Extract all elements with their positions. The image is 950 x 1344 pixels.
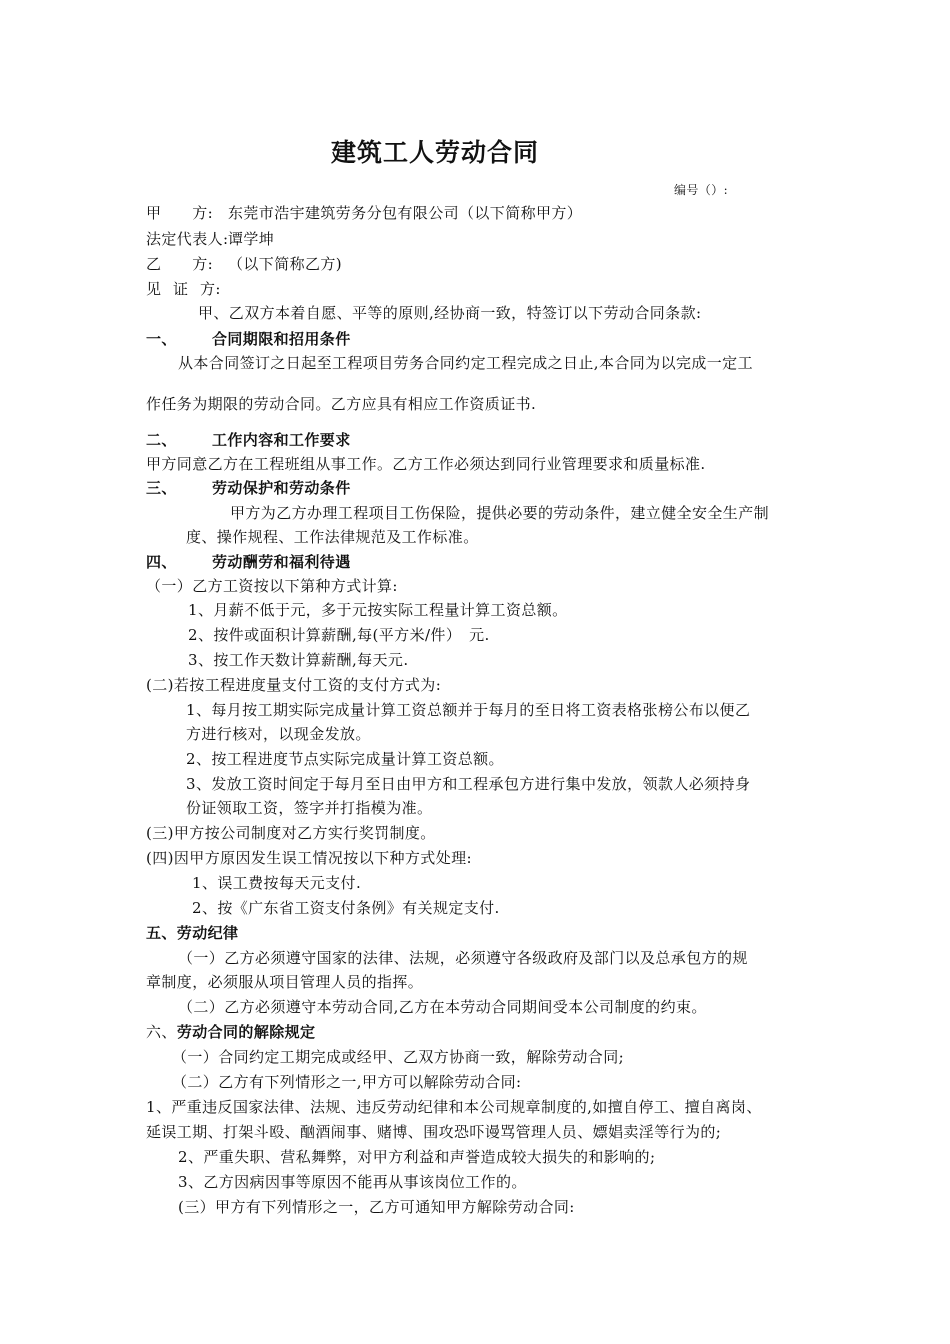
party-a-line bbox=[146, 203, 582, 223]
section-4-item-d1: 1、误工费按每天元支付. bbox=[192, 874, 362, 892]
party-a-value: 东莞市浩宇建筑劳务分包有限公司（以下简称甲方） bbox=[228, 204, 583, 222]
section-1-title: 合同期限和招用条件 bbox=[212, 330, 351, 348]
section-1-number: 一、 bbox=[146, 330, 177, 348]
section-1-para-line-1: 从本合同签订之日起至工程项目劳务合同约定工程完成之日止,本合同为以完成一定工 bbox=[178, 354, 753, 372]
witness-label-2: 证 bbox=[173, 280, 189, 298]
section-1-para-line-2: 作任务为期限的劳动合同。乙方应具有相应工作资质证书. bbox=[146, 395, 537, 413]
section-5-item-b: （二）乙方必须遵守本劳动合同,乙方在本劳动合同期间受本公司制度的约束。 bbox=[178, 998, 707, 1016]
witness-label-3: 方: bbox=[200, 280, 221, 298]
intro-paragraph: 甲、乙双方本着自愿、平等的原则,经协商一致，特签订以下劳动合同条款: bbox=[198, 304, 702, 322]
section-6-item-a: （一）合同约定工期完成或经甲、乙双方协商一致，解除劳动合同; bbox=[172, 1048, 625, 1066]
section-6-item-b3: 3、乙方因病因事等原因不能再从事该岗位工作的。 bbox=[178, 1173, 527, 1191]
section-3-heading bbox=[146, 478, 351, 498]
section-4-title: 劳动酬劳和福利待遇 bbox=[212, 553, 351, 571]
section-6-item-c: (三）甲方有下列情形之一，乙方可通知甲方解除劳动合同: bbox=[178, 1198, 575, 1216]
section-5-item-a-line-1: （一）乙方必须遵守国家的法律、法规，必须遵守各级政府及部门以及总承包方的规 bbox=[178, 949, 748, 967]
section-4-item-b2: 2、按工程进度节点实际完成量计算工资总额。 bbox=[186, 750, 504, 768]
section-4-item-a1: 1、月薪不低于元，多于元按实际工程量计算工资总额。 bbox=[188, 601, 568, 619]
section-3-para-line-2: 度、操作规程、工作法律规范及工作标准。 bbox=[186, 528, 479, 546]
party-b-line bbox=[146, 254, 342, 274]
section-6-item-b: （二）乙方有下列情形之一,甲方可以解除劳动合同: bbox=[172, 1073, 522, 1091]
legal-rep-line bbox=[146, 229, 274, 249]
section-6-item-b2: 2、严重失职、营私舞弊，对甲方利益和声誉造成较大损失的和影响的; bbox=[178, 1148, 656, 1166]
section-4-item-a: （一）乙方工资按以下第种方式计算: bbox=[146, 577, 398, 595]
party-a-label: 甲 方: bbox=[146, 204, 214, 222]
section-4-item-d2: 2、按《广东省工资支付条例》有关规定支付. bbox=[192, 899, 500, 917]
section-4-item-c: (三)甲方按公司制度对乙方实行奖罚制度。 bbox=[146, 824, 436, 842]
section-4-item-d: (四)因甲方原因发生误工情况按以下种方式处理: bbox=[146, 849, 472, 867]
section-4-item-b: (二)若按工程进度量支付工资的支付方式为: bbox=[146, 676, 442, 694]
section-4-item-b1-line-1: 1、每月按工期实际完成量计算工资总额并于每月的至日将工资表格张榜公布以便乙 bbox=[186, 701, 751, 719]
section-5-heading: 五、劳动纪律 bbox=[146, 924, 239, 942]
section-3-para-line-1: 甲方为乙方办理工程项目工伤保险，提供必要的劳动条件，建立健全安全生产制 bbox=[230, 504, 770, 522]
section-3-title: 劳动保护和劳动条件 bbox=[212, 479, 351, 497]
section-4-item-a2: 2、按件或面积计算薪酬,每(平方米/件） 元. bbox=[188, 626, 490, 644]
section-4-number: 四、 bbox=[146, 553, 177, 571]
section-4-heading bbox=[146, 552, 351, 572]
section-4-item-b1-line-2: 方进行核对，以现金发放。 bbox=[186, 725, 371, 743]
section-4-item-b3-line-1: 3、发放工资时间定于每月至日由甲方和工程承包方进行集中发放，领款人必须持身 bbox=[186, 775, 751, 793]
section-4-item-b3-line-2: 份证领取工资，签字并打指模为准。 bbox=[186, 799, 433, 817]
section-1-heading bbox=[146, 329, 351, 349]
party-b-label: 乙 方: bbox=[146, 255, 214, 273]
section-3-number: 三、 bbox=[146, 479, 177, 497]
legal-rep-label: 法定代表人: bbox=[146, 230, 229, 248]
witness-label-1: 见 bbox=[146, 280, 162, 298]
legal-rep-value: 谭学坤 bbox=[228, 230, 275, 248]
contract-number: 编号（）: bbox=[674, 183, 729, 197]
document-title: 建筑工人劳动合同 bbox=[330, 138, 539, 167]
section-2-title: 工作内容和工作要求 bbox=[212, 431, 351, 449]
section-5-item-a-line-2: 章制度，必须服从项目管理人员的指挥。 bbox=[146, 973, 424, 991]
section-2-para: 甲方同意乙方在工程班组从事工作。乙方工作必须达到同行业管理要求和质量标准. bbox=[146, 455, 706, 473]
section-6-item-b1-line-1: 1、严重违反国家法律、法规、违反劳动纪律和本公司规章制度的,如擅自停工、擅自离岗、 bbox=[146, 1098, 762, 1116]
section-6-item-b1-line-2: 延误工期、打架斗殴、酗酒闹事、赌博、围攻恐吓谩骂管理人员、嫖娼卖淫等行为的; bbox=[146, 1123, 722, 1141]
section-6-heading bbox=[146, 1022, 315, 1042]
section-2-heading bbox=[146, 430, 351, 450]
section-6-number: 六、 bbox=[146, 1023, 177, 1041]
section-4-item-a3: 3、按工作天数计算薪酬,每天元. bbox=[188, 651, 409, 669]
witness-line bbox=[146, 279, 221, 299]
section-6-title: 劳动合同的解除规定 bbox=[176, 1023, 316, 1041]
section-2-number: 二、 bbox=[146, 431, 177, 449]
party-b-value: （以下简称乙方) bbox=[228, 255, 343, 273]
